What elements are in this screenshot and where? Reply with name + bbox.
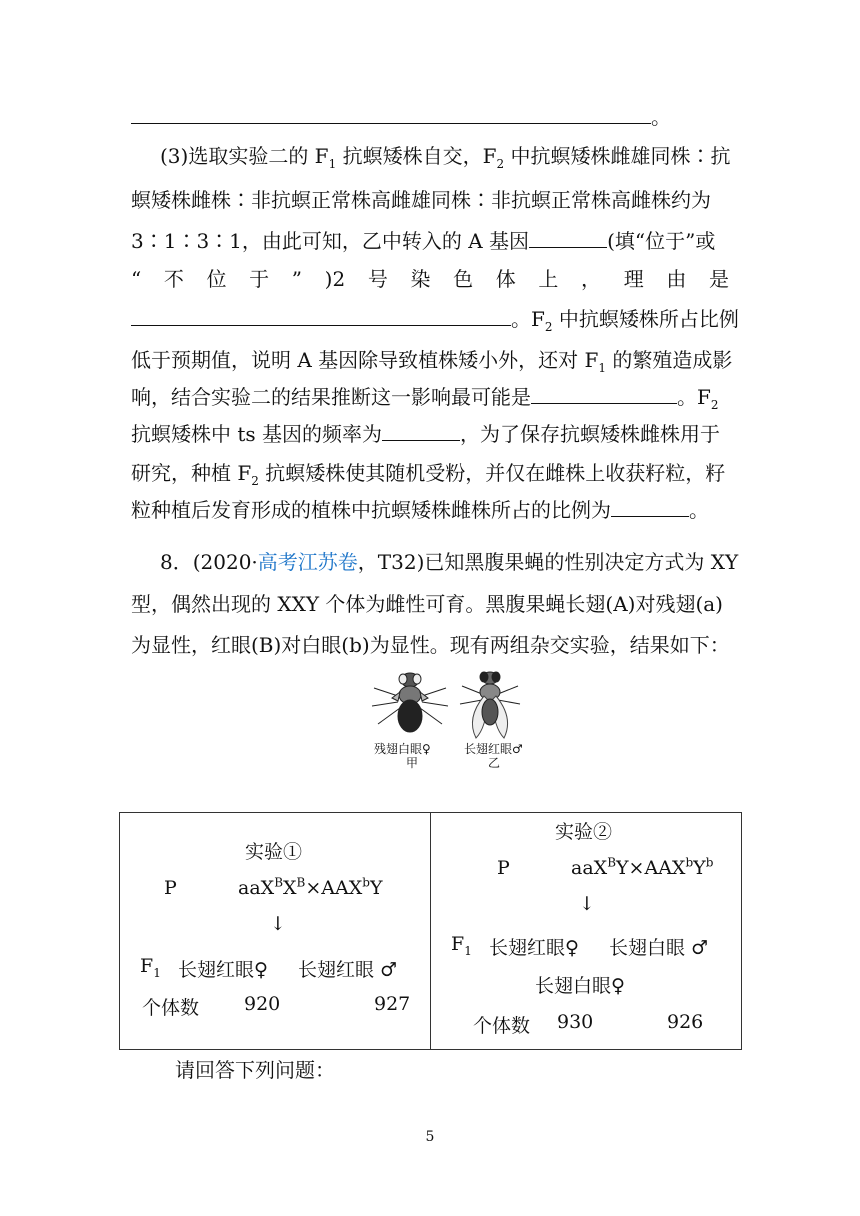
experiment-2-count-2: 926 xyxy=(667,1011,704,1033)
fly-long-wing-red-eye xyxy=(460,672,520,738)
spaced-word: 是 xyxy=(708,267,729,291)
question-3-line-10: 粒种植后发育形成的植株中抗螟矮株雌株所占的比例为 。 xyxy=(131,498,709,522)
fly-jia-caption: 残翅白眼♀ xyxy=(374,742,431,756)
question-3-line-1: (3)选取实验二的 $F_1$ 抗螟矮株自交，$F_2$ 中抗螟矮株雌雄同株∶抗 xyxy=(160,144,731,171)
experiment-2-title: 实验② xyxy=(555,821,613,843)
spaced-word: 染 xyxy=(410,267,431,291)
experiment-1-count-label: 个体数 xyxy=(142,997,200,1019)
experiment-1-cell xyxy=(120,813,431,1050)
spaced-word: 上 xyxy=(538,267,559,291)
spaced-word: 由 xyxy=(666,267,687,291)
spaced-word: 位 xyxy=(206,267,227,291)
experiment-2-phenotype-male-white: 长翅白眼 ♂ xyxy=(609,937,709,959)
fly-yi-label: 乙 xyxy=(488,756,501,770)
answer-blank[interactable] xyxy=(529,227,607,248)
experiment-1-phenotype-female: 长翅红眼♀ xyxy=(178,959,268,981)
answer-blank[interactable] xyxy=(531,383,677,404)
question-3-line-7: 响，结合实验二的结果推断这一影响最可能是 。$F_2$ xyxy=(131,385,719,412)
spaced-word: 理 xyxy=(623,267,644,291)
answer-blank[interactable] xyxy=(131,305,511,326)
experiment-2-phenotype-female-white: 长翅白眼♀ xyxy=(535,975,625,997)
spaced-word: 色 xyxy=(453,267,474,291)
spaced-word: ， xyxy=(581,267,602,291)
question-3-line-2: 螟矮株雌株∶非抗螟正常株高雌雄同株∶非抗螟正常株高雌株约为 xyxy=(131,188,711,212)
fruit-fly-figure xyxy=(370,668,530,768)
experiment-2-cross: $aaX^BY\times AAX^bY^b$ xyxy=(571,855,714,879)
experiment-1-arrow: ↓ xyxy=(270,913,286,935)
question-8-line-1: 8．(2020·高考江苏卷，T32)已知黑腹果蝇的性别决定方式为 XY xyxy=(160,550,739,574)
spaced-word: ” xyxy=(291,267,303,291)
page-number: 5 xyxy=(425,1129,435,1145)
fruit-fly-illustration xyxy=(370,668,530,740)
experiment-table xyxy=(119,812,742,1050)
experiment-2-cell xyxy=(431,813,742,1050)
question-3-line-3: 3∶1∶3∶1，由此可知，乙中转入的 A 基因 (填“位于”或 xyxy=(131,229,716,253)
experiment-2-p: P xyxy=(497,857,510,879)
experiment-2-count-1: 930 xyxy=(557,1011,594,1033)
fly-vestigial-white-eye xyxy=(372,673,448,732)
question-8-line-2: 型，偶然出现的 XXY 个体为雌性可育。黑腹果蝇长翅(A)对残翅(a) xyxy=(131,592,723,616)
experiment-1-count-female: 920 xyxy=(244,993,281,1015)
spaced-word: 体 xyxy=(495,267,516,291)
question-3-line-9: 研究，种植 $F_2$ 抗螟矮株使其随机受粉，并仅在雌株上收获籽粒，籽 xyxy=(131,461,726,488)
experiment-1-f1: $F_1$ xyxy=(140,955,161,980)
answer-blank[interactable] xyxy=(611,496,689,517)
experiment-2-count-label: 个体数 xyxy=(473,1015,531,1037)
source-label: 高考江苏卷 xyxy=(257,550,358,574)
answer-prompt: 请回答下列问题： xyxy=(175,1058,335,1082)
answer-blank-line: 。 xyxy=(131,103,671,131)
spaced-word: 不 xyxy=(163,267,184,291)
answer-blank[interactable] xyxy=(131,103,651,124)
question-3-line-6: 低于预期值，说明 A 基因除导致植株矮小外，还对 $F_1$ 的繁殖造成影 xyxy=(131,348,733,375)
experiment-1-p: P xyxy=(164,877,177,899)
fly-jia-label: 甲 xyxy=(406,756,419,770)
question-3-line-5: 。$F_2$ 中抗螟矮株所占比例 xyxy=(131,305,739,333)
experiment-2-arrow: ↓ xyxy=(579,893,595,915)
experiment-2-phenotype-female-red: 长翅红眼♀ xyxy=(489,937,579,959)
question-3-line-8: 抗螟矮株中 ts 基因的频率为 ，为了保存抗螟矮株雌株用于 xyxy=(131,422,721,446)
spaced-word: )2 xyxy=(324,267,346,291)
experiment-1-phenotype-male: 长翅红眼 ♂ xyxy=(298,959,398,981)
question-3-line-4 xyxy=(131,265,729,293)
experiment-2-f1: $F_1$ xyxy=(451,933,472,958)
experiment-1-title: 实验① xyxy=(245,841,303,863)
spaced-word: “ xyxy=(131,267,142,291)
spaced-word: 于 xyxy=(249,267,270,291)
experiment-1-cross: $aaX^BX^B\times AAX^bY$ xyxy=(238,875,383,899)
fly-yi-caption: 长翅红眼♂ xyxy=(464,742,523,756)
spaced-word: 号 xyxy=(367,267,388,291)
experiment-1-count-male: 927 xyxy=(374,993,411,1015)
answer-blank[interactable] xyxy=(382,420,460,441)
question-8-line-3: 为显性，红眼(B)对白眼(b)为显性。现有两组杂交实验，结果如下： xyxy=(131,633,730,657)
